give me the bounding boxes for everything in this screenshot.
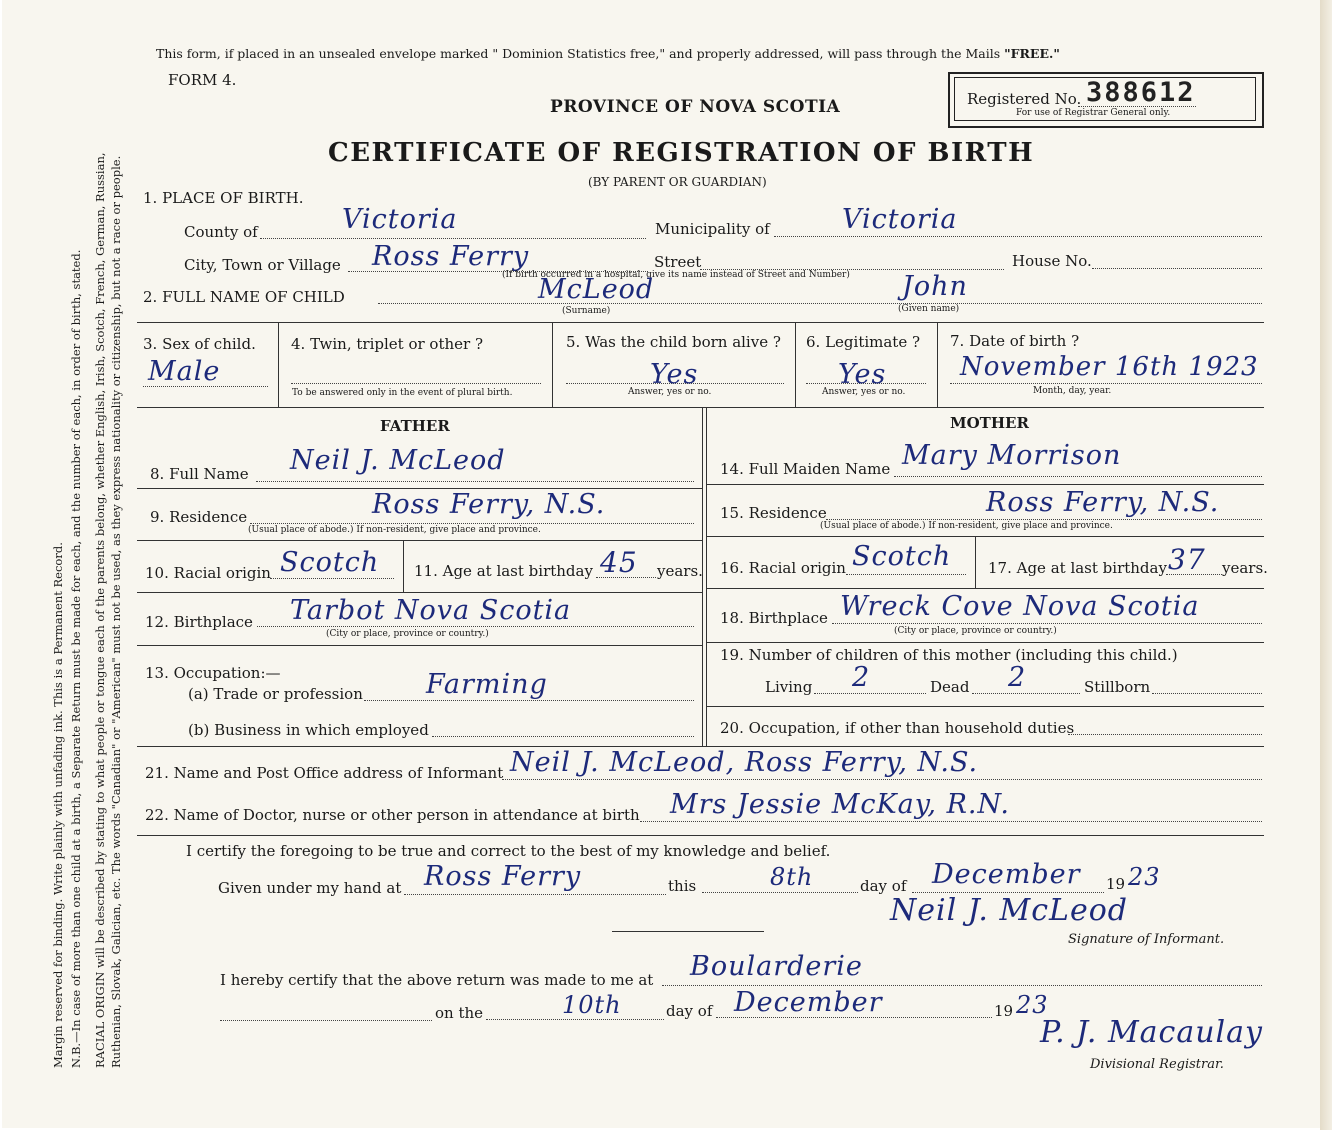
- twin-line: [291, 383, 541, 384]
- margin-note-racial-origin-2: Ruthenian, Slovak, Galician, etc. The words "Canadian" or "American" must not be used, as they express nationality or citizenship, but not a race or people.: [109, 155, 123, 1068]
- municipality-value: Victoria: [842, 204, 958, 235]
- twin-note: To be answered only in the event of plural birth.: [292, 388, 513, 398]
- county-value: Victoria: [342, 204, 458, 235]
- father-residence-value: Ross Ferry, N.S.: [372, 489, 606, 520]
- mother-residence-note: (Usual place of abode.) If non-resident, give place and province.: [820, 521, 1113, 531]
- registrar-signature: P. J. Macaulay: [1040, 1015, 1263, 1050]
- father-age-label: 11. Age at last birthday: [414, 562, 593, 580]
- father-residence-line: [250, 523, 694, 524]
- registrar-signature-caption: Divisional Registrar.: [1090, 1057, 1224, 1072]
- children-count-label: 19. Number of children of this mother (including this child.): [720, 646, 1178, 664]
- certify-day-value: 8th: [770, 863, 814, 891]
- mail-notice: [156, 45, 1060, 62]
- father-heading: FATHER: [380, 417, 450, 435]
- certify-month-value: December: [932, 859, 1081, 890]
- certify-statement: I certify the foregoing to be true and correct to the best of my knowledge and belief.: [186, 842, 831, 860]
- trade-value: Farming: [426, 669, 548, 700]
- father-birthplace-value: Tarbot Nova Scotia: [290, 595, 572, 626]
- child-name-label: 2. FULL NAME OF CHILD: [143, 288, 345, 306]
- rule-mother-res: [707, 536, 1264, 537]
- registered-number: 388612: [1086, 77, 1196, 108]
- rule-mother-children: [707, 706, 1264, 707]
- margin-note-binding: Margin reserved for binding. Write plainly with unfading ink. This is a Permanent Record.: [51, 542, 65, 1068]
- sex-label: 3. Sex of child.: [143, 335, 256, 353]
- father-birthplace-label: 12. Birthplace: [145, 613, 253, 631]
- county-label: County of: [184, 223, 258, 241]
- informant-line: [502, 779, 1262, 780]
- alive-label: 5. Was the child born alive ?: [566, 333, 781, 351]
- rule-top-box: [137, 322, 1264, 323]
- mother-name-value: Mary Morrison: [902, 440, 1122, 471]
- doctor-label: 22. Name of Doctor, nurse or other person in attendance at birth: [145, 806, 640, 824]
- this-label: this: [668, 877, 697, 895]
- surname-caption: (Surname): [562, 306, 611, 316]
- given-name-caption: (Given name): [898, 304, 960, 314]
- informant-signature-caption: Signature of Informant.: [1068, 932, 1225, 947]
- registrar-use-note: For use of Registrar General only.: [1016, 108, 1171, 118]
- legitimate-note: Answer, yes or no.: [822, 387, 906, 397]
- alive-value: Yes: [650, 359, 699, 390]
- father-race-label: 10. Racial origin: [145, 564, 271, 582]
- given-under-label: Given under my hand at: [218, 879, 402, 897]
- registrar-statement: I hereby certify that the above return was made to me at: [220, 971, 654, 989]
- rule-mother-birthplace: [707, 642, 1264, 643]
- father-age-value: 45: [600, 546, 638, 579]
- street-note: (If birth occurred in a hospital, give its name instead of Street and Number): [502, 270, 850, 280]
- signature-informant-line: [612, 931, 764, 932]
- trade-label: (a) Trade or profession: [188, 685, 363, 703]
- child-given-name-value: John: [902, 271, 968, 302]
- rule-certify-top: [137, 835, 1264, 836]
- twin-label: 4. Twin, triplet or other ?: [291, 335, 483, 353]
- father-race-line: [270, 578, 394, 579]
- child-name-line: [378, 303, 1262, 304]
- mother-occupation-line: [1068, 734, 1262, 735]
- father-birthplace-note: (City or place, province or country.): [326, 629, 489, 639]
- mother-residence-value: Ross Ferry, N.S.: [986, 487, 1220, 518]
- legitimate-label: 6. Legitimate ?: [806, 333, 921, 351]
- dead-label: Dead: [930, 678, 970, 696]
- informant-label: 21. Name and Post Office address of Informant: [145, 764, 504, 782]
- municipality-line: [774, 236, 1262, 237]
- registrar-left-line: [220, 1020, 432, 1021]
- mother-age-value: 37: [1168, 543, 1206, 576]
- mother-occupation-label: 20. Occupation, if other than household duties: [720, 719, 1075, 737]
- mail-notice-free: "FREE.": [1004, 46, 1060, 61]
- registrar-dayof-label: day of: [666, 1002, 713, 1020]
- mother-years-label: years.: [1222, 559, 1268, 577]
- trade-line: [364, 700, 694, 701]
- rule-mother-race-age: [975, 537, 976, 588]
- rule-mother-race: [707, 588, 1264, 589]
- rule-mother-name: [707, 484, 1264, 485]
- registrar-day-value: 10th: [562, 991, 622, 1019]
- child-surname-value: McLeod: [538, 274, 655, 305]
- father-race-value: Scotch: [280, 547, 380, 578]
- occupation-label: 13. Occupation:—: [145, 664, 281, 682]
- street-label: Street: [654, 253, 702, 271]
- certificate-subtitle: (BY PARENT OR GUARDIAN): [588, 175, 767, 189]
- informant-value: Neil J. McLeod, Ross Ferry, N.S.: [510, 747, 979, 778]
- mother-birthplace-value: Wreck Cove Nova Scotia: [840, 591, 1200, 622]
- rule-alive-legit: [795, 323, 796, 407]
- dead-line: [972, 693, 1080, 694]
- dead-value: 2: [1008, 662, 1027, 693]
- municipality-label: Municipality of: [655, 220, 770, 238]
- business-line: [432, 736, 694, 737]
- mother-race-value: Scotch: [852, 541, 952, 572]
- rule-twin-alive: [552, 323, 553, 407]
- dob-line: [950, 383, 1262, 384]
- dob-value: November 16th 1923: [960, 352, 1259, 382]
- margin-note-racial-origin-1: RACIAL ORIGIN will be described by stating to what people or tongue each of the parents belong, whether English, Irish, Scotch, French, German, Russian,: [93, 152, 107, 1068]
- rule-sex-twin: [278, 323, 279, 407]
- stillborn-label: Stillborn: [1084, 678, 1151, 696]
- rule-father-res: [137, 540, 702, 541]
- mother-birthplace-label: 18. Birthplace: [720, 609, 828, 627]
- alive-note: Answer, yes or no.: [628, 387, 712, 397]
- house-number-label: House No.: [1012, 252, 1092, 270]
- doctor-value: Mrs Jessie McKay, R.N.: [670, 789, 1010, 820]
- rule-legit-dob: [937, 323, 938, 407]
- mother-age-label: 17. Age at last birthday: [988, 559, 1167, 577]
- father-name-line: [256, 481, 694, 482]
- certify-year-prefix: 19: [1106, 875, 1126, 893]
- mother-residence-label: 15. Residence: [720, 504, 827, 522]
- registrar-place-line: [662, 985, 1262, 986]
- sex-value: Male: [148, 356, 221, 387]
- paper-edge: [1320, 0, 1332, 1130]
- stillborn-line: [1152, 693, 1262, 694]
- mother-race-line: [846, 574, 966, 575]
- form-number: FORM 4.: [168, 71, 237, 89]
- mother-birthplace-note: (City or place, province or country.): [894, 626, 1057, 636]
- mother-name-line: [894, 476, 1262, 477]
- living-label: Living: [765, 678, 813, 696]
- county-line: [260, 238, 646, 239]
- legitimate-value: Yes: [838, 359, 887, 390]
- father-birthplace-line: [257, 626, 694, 627]
- father-residence-note: (Usual place of abode.) If non-resident, give place and province.: [248, 525, 541, 535]
- doctor-line: [640, 821, 1262, 822]
- father-residence-label: 9. Residence: [150, 508, 248, 526]
- mother-residence-line: [826, 519, 1262, 520]
- mother-birthplace-line: [832, 623, 1262, 624]
- father-name-value: Neil J. McLeod: [290, 445, 506, 476]
- father-name-label: 8. Full Name: [150, 465, 249, 483]
- mother-heading: MOTHER: [950, 414, 1029, 432]
- province-heading: PROVINCE OF NOVA SCOTIA: [550, 97, 841, 117]
- certify-dayof-label: day of: [860, 877, 907, 895]
- living-line: [814, 693, 926, 694]
- certify-year-value: 23: [1128, 863, 1161, 891]
- registrar-month-value: December: [734, 987, 883, 1018]
- dob-note: Month, day, year.: [1033, 386, 1112, 396]
- registrar-place-value: Boularderie: [690, 951, 863, 982]
- certify-day-line: [702, 892, 858, 893]
- father-years-label: years.: [657, 562, 703, 580]
- informant-signature: Neil J. McLeod: [890, 893, 1128, 928]
- house-number-line: [1092, 268, 1262, 269]
- city-label: City, Town or Village: [184, 256, 341, 274]
- mother-name-label: 14. Full Maiden Name: [720, 460, 891, 478]
- place-of-birth-heading: 1. PLACE OF BIRTH.: [143, 189, 304, 207]
- mail-notice-text: This form, if placed in an unsealed envelope marked " Dominion Statistics free," and properly addressed, will pass through the Mails: [156, 46, 1001, 61]
- given-place-value: Ross Ferry: [424, 861, 582, 892]
- registrar-year-prefix: 19: [994, 1002, 1014, 1020]
- on-the-label: on the: [435, 1004, 484, 1022]
- margin-note-multiple-births: N.B.—In case of more than one child at a birth, a Separate Return must be made for each, and the number of each, in order of birth, stated.: [69, 249, 83, 1068]
- business-label: (b) Business in which employed: [188, 721, 429, 739]
- rule-father-race-age: [403, 541, 404, 592]
- registered-label: Registered No.: [967, 90, 1082, 108]
- rule-father-birthplace: [137, 645, 702, 646]
- certificate-title: CERTIFICATE OF REGISTRATION OF BIRTH: [328, 138, 1035, 168]
- given-place-line: [404, 894, 666, 895]
- rule-father-race: [137, 592, 702, 593]
- city-value: Ross Ferry: [372, 241, 530, 272]
- dob-label: 7. Date of birth ?: [950, 332, 1080, 350]
- living-value: 2: [852, 662, 871, 693]
- rule-parents-top: [137, 407, 1264, 408]
- mother-race-label: 16. Racial origin: [720, 559, 846, 577]
- registrar-year-value: 23: [1016, 991, 1049, 1019]
